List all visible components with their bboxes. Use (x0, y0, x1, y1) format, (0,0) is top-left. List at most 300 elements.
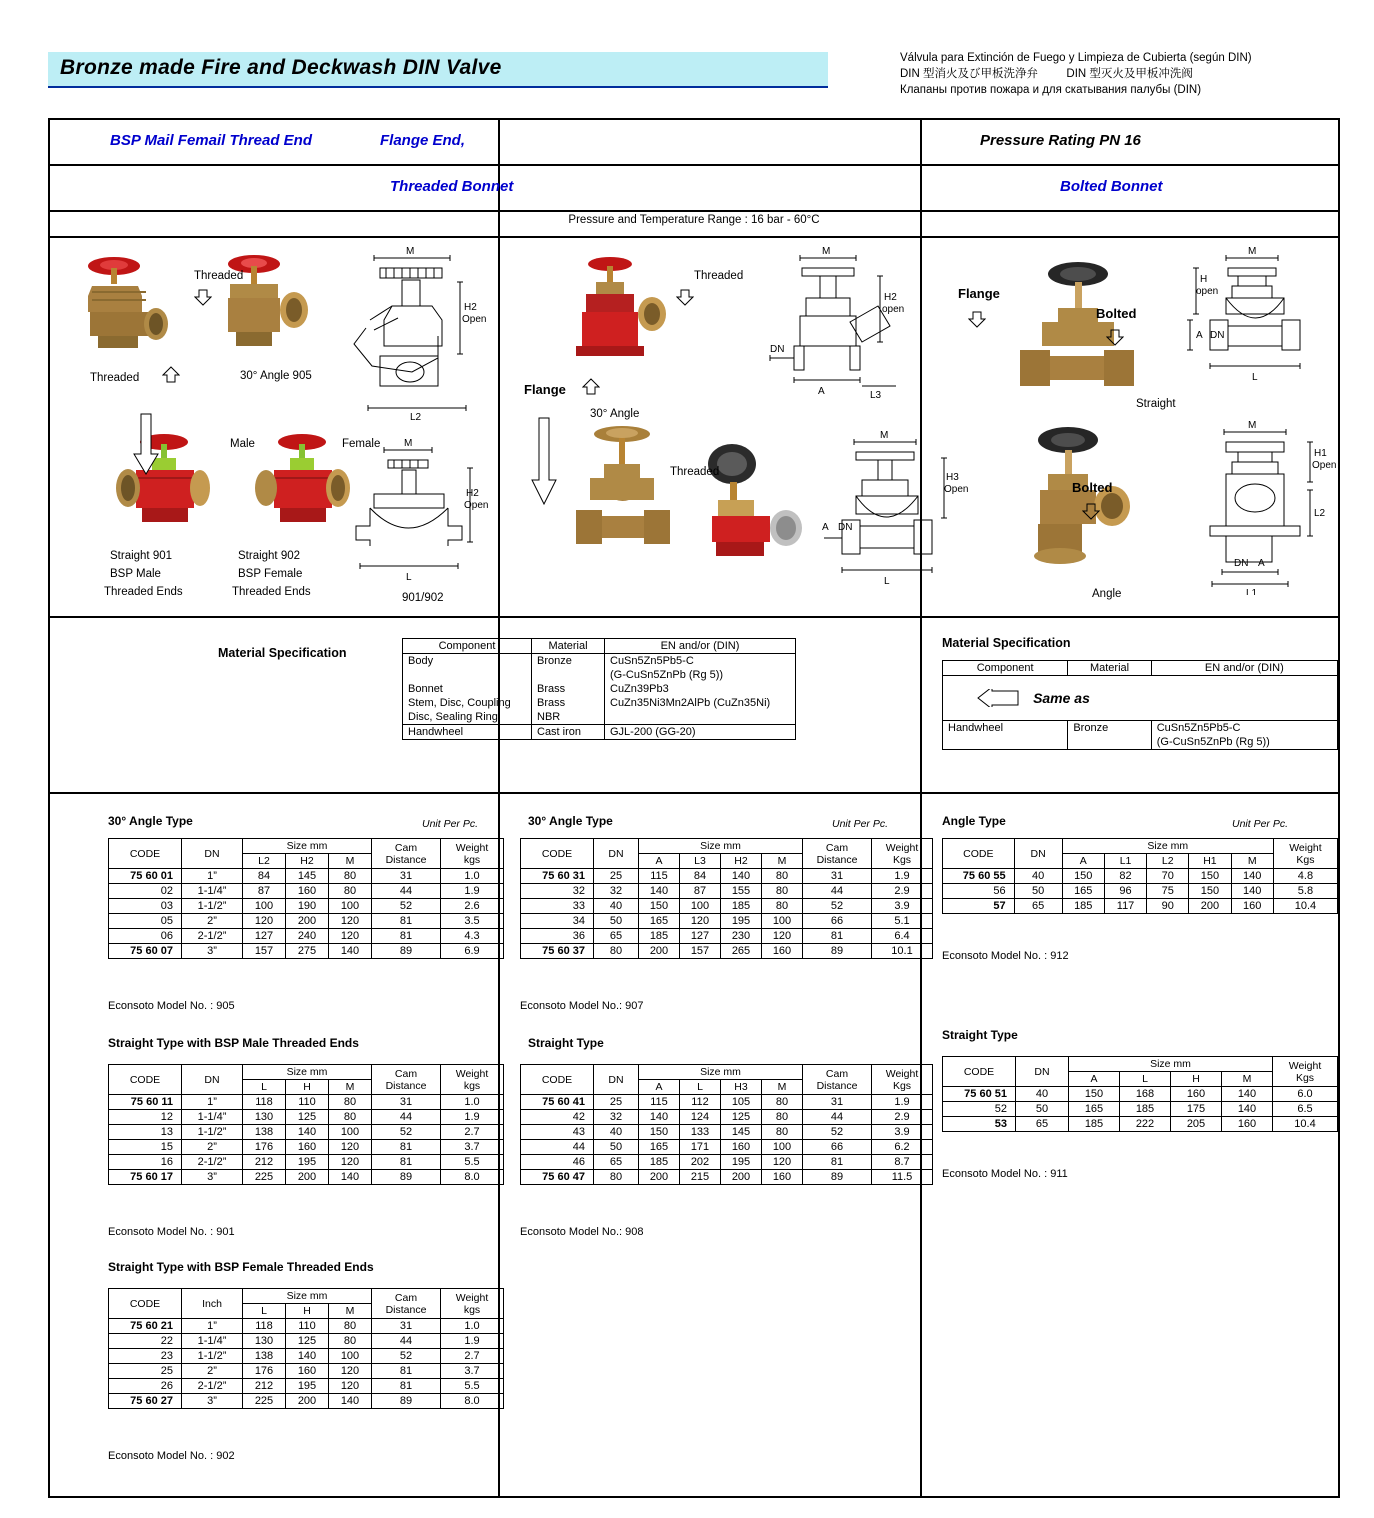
t4-r4-w: 6.4 (872, 929, 933, 944)
table-3-model: Econsoto Model No. : 902 (108, 1450, 235, 1462)
t4-r4-code: 36 (521, 929, 594, 944)
t7-h-a: A (1069, 1072, 1120, 1087)
t3-r1-code: 22 (109, 1334, 182, 1349)
ms-r-r0c2: CuSn5Zn5Pb5-C (1151, 721, 1337, 736)
t5-r4-h3: 195 (721, 1155, 762, 1170)
t4-h-h2: H2 (721, 854, 762, 869)
t2-r3-dn: 2” (182, 1140, 243, 1155)
t1-h-code: CODE (109, 839, 182, 869)
t1-h-size: Size mm (243, 839, 372, 854)
header-russian: Клапаны против пожара и для скатывания палубы (DIN) (900, 84, 1202, 96)
t1-r3-h2: 200 (286, 914, 329, 929)
table-4-unit: Unit Per Pc. (832, 818, 889, 830)
t4-r1-m: 80 (762, 884, 803, 899)
table-row (521, 884, 933, 899)
t3-r2-inch: 1-1/2” (182, 1349, 243, 1364)
ms-l-r3c0: Stem, Disc, Coupling (403, 696, 532, 710)
svg-text:Open: Open (462, 314, 487, 325)
t1-r0-dn: 1” (182, 869, 243, 884)
t5-r2-a: 150 (639, 1125, 680, 1140)
t3-r1-l: 130 (243, 1334, 286, 1349)
pressure-temperature-range: Pressure and Temperature Range : 16 bar - 60°C (568, 214, 820, 226)
t3-r4-w: 5.5 (441, 1379, 504, 1394)
label-threaded-top: Threaded (194, 270, 244, 282)
t1-r2-m: 100 (329, 899, 372, 914)
t3-r3-w: 3.7 (441, 1364, 504, 1379)
svg-text:DN: DN (838, 522, 853, 533)
t2-r1-dn: 1-1/4” (182, 1110, 243, 1125)
t4-r0-h2: 140 (721, 869, 762, 884)
t4-r3-l3: 120 (680, 914, 721, 929)
t3-r0-m: 80 (329, 1319, 372, 1334)
svg-text:H3: H3 (946, 472, 959, 483)
t4-h-code: CODE (521, 839, 594, 869)
ms-l-r2c0: Bonnet (403, 682, 532, 696)
t4-r1-l3: 87 (680, 884, 721, 899)
t1-r4-m: 120 (329, 929, 372, 944)
t3-h-size: Size mm (243, 1289, 372, 1304)
t5-h-size: Size mm (639, 1065, 803, 1080)
arrow-left-icon (976, 689, 1020, 707)
t5-r2-m: 80 (762, 1125, 803, 1140)
t5-h-h3: H3 (721, 1080, 762, 1095)
t7-r1-code: 52 (943, 1102, 1016, 1117)
t5-r2-w: 3.9 (872, 1125, 933, 1140)
drawing-flange-angle-30 (750, 246, 910, 416)
t1-r0-w: 1.0 (441, 869, 504, 884)
t4-r4-a: 185 (639, 929, 680, 944)
t3-r5-w: 8.0 (441, 1394, 504, 1409)
t4-r0-code: 75 60 31 (521, 869, 594, 884)
t1-r2-dn: 1-1/2” (182, 899, 243, 914)
label-straight-902-2: BSP Female (238, 568, 303, 580)
photo-flange-angle-red-valve (690, 442, 820, 572)
svg-text:Open: Open (944, 484, 969, 495)
t4-r1-dn: 32 (594, 884, 639, 899)
t7-r0-l: 168 (1120, 1087, 1171, 1102)
t2-r4-h: 195 (286, 1155, 329, 1170)
t5-r3-dn: 50 (594, 1140, 639, 1155)
t5-r2-dn: 40 (594, 1125, 639, 1140)
ms-l-r4c1: NBR (532, 710, 605, 725)
arrow-down-icon-5 (1082, 502, 1100, 520)
t4-h-cam: Cam Distance (803, 839, 872, 869)
ms-r-head-material: Material (1068, 661, 1151, 676)
t2-r2-h: 140 (286, 1125, 329, 1140)
ms-l-r5c1: Cast iron (532, 725, 605, 740)
t2-r5-h: 200 (286, 1170, 329, 1185)
t5-r0-h3: 105 (721, 1095, 762, 1110)
t4-h-weight: Weight Kgs (872, 839, 933, 869)
table-2-model: Econsoto Model No. : 901 (108, 1226, 235, 1238)
t1-r5-dn: 3” (182, 944, 243, 959)
t1-r3-w: 3.5 (441, 914, 504, 929)
t2-h-l: L (243, 1080, 286, 1095)
t3-r2-l: 138 (243, 1349, 286, 1364)
t1-r2-w: 2.6 (441, 899, 504, 914)
t5-r4-cam: 81 (803, 1155, 872, 1170)
t7-r0-dn: 40 (1016, 1087, 1069, 1102)
table-row (943, 884, 1338, 899)
t4-r5-cam: 89 (803, 944, 872, 959)
t1-r1-h2: 160 (286, 884, 329, 899)
photo-threaded-angle-valve (68, 248, 188, 368)
t5-r1-l: 124 (680, 1110, 721, 1125)
t2-r4-dn: 2-1/2” (182, 1155, 243, 1170)
t1-r2-l2: 100 (243, 899, 286, 914)
t5-r5-code: 75 60 47 (521, 1170, 594, 1185)
col-head-bolted-bonnet: Bolted Bonnet (1060, 178, 1163, 195)
header-translations (900, 50, 1330, 98)
t5-h-weight: Weight Kgs (872, 1065, 933, 1095)
t2-r5-m: 140 (329, 1170, 372, 1185)
svg-text:M: M (822, 246, 831, 257)
t5-h-dn: DN (594, 1065, 639, 1095)
t4-r5-h2: 265 (721, 944, 762, 959)
t1-r3-m: 120 (329, 914, 372, 929)
t2-r2-cam: 52 (372, 1125, 441, 1140)
svg-text:DN: DN (1210, 330, 1225, 341)
table-row (521, 899, 933, 914)
ms-r-same-as-text: Same as (1033, 690, 1090, 706)
t4-h-dn: DN (594, 839, 639, 869)
t5-r1-m: 80 (762, 1110, 803, 1125)
t4-h-m: M (762, 854, 803, 869)
t1-r3-dn: 2” (182, 914, 243, 929)
t4-r2-code: 33 (521, 899, 594, 914)
arrow-up-icon-1 (162, 366, 180, 384)
t7-r2-w: 10.4 (1273, 1117, 1338, 1132)
t1-r1-l2: 87 (243, 884, 286, 899)
table-1-model: Econsoto Model No. : 905 (108, 1000, 235, 1012)
t4-r2-cam: 52 (803, 899, 872, 914)
t4-r2-m: 80 (762, 899, 803, 914)
t2-r0-code: 75 60 11 (109, 1095, 182, 1110)
t1-r0-m: 80 (329, 869, 372, 884)
t2-h-code: CODE (109, 1065, 182, 1095)
ms-r-r1c2: (G-CuSn5ZnPb (Rg 5)) (1151, 735, 1337, 750)
t7-h-size: Size mm (1069, 1057, 1273, 1072)
divider-h-col-head (50, 164, 1338, 166)
t3-r3-m: 120 (329, 1364, 372, 1379)
ms-l-r5c0: Handwheel (403, 725, 532, 740)
ms-r-r0c0: Handwheel (943, 721, 1068, 736)
t4-r5-l3: 157 (680, 944, 721, 959)
table-4-title: 30° Angle Type (528, 814, 613, 828)
svg-text:L1: L1 (1246, 588, 1258, 595)
t3-r5-cam: 89 (372, 1394, 441, 1409)
t2-r5-l: 225 (243, 1170, 286, 1185)
t4-r2-dn: 40 (594, 899, 639, 914)
t3-h-l: L (243, 1304, 286, 1319)
t5-r5-dn: 80 (594, 1170, 639, 1185)
divider-vertical-2 (920, 120, 922, 1496)
table-row (521, 1110, 933, 1125)
t2-r2-l: 138 (243, 1125, 286, 1140)
divider-h-material (50, 792, 1338, 794)
arrow-down-icon-4 (1106, 328, 1124, 346)
table-row (109, 1319, 504, 1334)
t1-h-cam: Cam Distance (372, 839, 441, 869)
t2-r3-l: 176 (243, 1140, 286, 1155)
t4-r1-code: 32 (521, 884, 594, 899)
drawing-flange-straight (820, 430, 970, 600)
t4-r0-a: 115 (639, 869, 680, 884)
table-row (109, 884, 504, 899)
t3-r3-l: 176 (243, 1364, 286, 1379)
t1-h-weight: Weight kgs (441, 839, 504, 869)
t3-h-h: H (286, 1304, 329, 1319)
svg-text:H: H (1200, 274, 1208, 285)
t1-r4-w: 4.3 (441, 929, 504, 944)
svg-text:H2: H2 (464, 302, 477, 313)
header-japanese: DIN 型消火及び甲板洗浄弁 (900, 68, 1038, 80)
t6-r2-a: 185 (1062, 899, 1104, 914)
t3-r5-inch: 3” (182, 1394, 243, 1409)
t3-r1-h: 125 (286, 1334, 329, 1349)
t3-r3-h: 160 (286, 1364, 329, 1379)
t7-r2-a: 185 (1069, 1117, 1120, 1132)
svg-text:A: A (822, 522, 829, 533)
t2-r3-m: 120 (329, 1140, 372, 1155)
t2-r5-code: 75 60 17 (109, 1170, 182, 1185)
table-row (109, 1394, 504, 1409)
t1-r5-code: 75 60 07 (109, 944, 182, 959)
table-5-model: Econsoto Model No.: 908 (520, 1226, 644, 1238)
svg-text:Open: Open (464, 500, 489, 511)
t3-r1-cam: 44 (372, 1334, 441, 1349)
t2-r0-m: 80 (329, 1095, 372, 1110)
t5-r4-a: 185 (639, 1155, 680, 1170)
t1-r4-dn: 2-1/2” (182, 929, 243, 944)
t2-h-m: M (329, 1080, 372, 1095)
ms-r-r1c1 (1068, 735, 1151, 750)
t2-r0-h: 110 (286, 1095, 329, 1110)
table-row (521, 944, 933, 959)
svg-text:M: M (1248, 246, 1257, 257)
t4-r3-cam: 66 (803, 914, 872, 929)
ms-l-r2c2: CuZn39Pb3 (605, 682, 796, 696)
label-drawing-901-902: 901/902 (402, 592, 444, 604)
t5-r0-w: 1.9 (872, 1095, 933, 1110)
t5-r1-code: 42 (521, 1110, 594, 1125)
t2-r5-cam: 89 (372, 1170, 441, 1185)
t4-r4-l3: 127 (680, 929, 721, 944)
table-row (521, 1140, 933, 1155)
t7-r0-m: 140 (1222, 1087, 1273, 1102)
svg-text:L: L (1252, 372, 1258, 383)
t6-h-l2: L2 (1147, 854, 1189, 869)
t7-r2-m: 160 (1222, 1117, 1273, 1132)
t5-r3-w: 6.2 (872, 1140, 933, 1155)
table-7-model: Econsoto Model No. : 911 (942, 1168, 1068, 1180)
t6-r0-dn: 40 (1014, 869, 1062, 884)
table-6-unit: Unit Per Pc. (1232, 818, 1289, 830)
ms-r-r1c0 (943, 735, 1068, 750)
t6-r2-dn: 65 (1014, 899, 1062, 914)
t1-r4-l2: 127 (243, 929, 286, 944)
col-head-right: Pressure Rating PN 16 (980, 132, 1141, 149)
t4-r3-m: 100 (762, 914, 803, 929)
t5-r1-a: 140 (639, 1110, 680, 1125)
t2-r1-code: 12 (109, 1110, 182, 1125)
t5-r4-dn: 65 (594, 1155, 639, 1170)
material-spec-left-title: Material Specification (218, 646, 347, 660)
svg-text:A: A (1196, 330, 1203, 341)
table-row (943, 1117, 1338, 1132)
t6-r2-code: 57 (943, 899, 1015, 914)
t5-r1-h3: 125 (721, 1110, 762, 1125)
t7-r1-h: 175 (1171, 1102, 1222, 1117)
table-row (109, 1334, 504, 1349)
t4-r0-cam: 31 (803, 869, 872, 884)
ms-l-r3c2: CuZn35Ni3Mn2AlPb (CuZn35Ni) (605, 696, 796, 710)
t5-r5-h3: 200 (721, 1170, 762, 1185)
label-angle-30-mid: 30° Angle (590, 408, 640, 420)
label-female: Female (342, 438, 381, 450)
ms-l-r0c2: CuSn5Zn5Pb5-C (605, 654, 796, 669)
table-row (521, 1095, 933, 1110)
t7-r0-code: 75 60 51 (943, 1087, 1016, 1102)
table-row (109, 1379, 504, 1394)
t4-r2-l3: 100 (680, 899, 721, 914)
svg-text:H2: H2 (884, 292, 897, 303)
t3-r2-w: 2.7 (441, 1349, 504, 1364)
ms-r-head-component: Component (943, 661, 1068, 676)
label-threaded-mid-2: Threaded (670, 466, 720, 478)
t6-h-size: Size mm (1062, 839, 1273, 854)
t3-r1-m: 80 (329, 1334, 372, 1349)
table-row (943, 899, 1338, 914)
t1-r2-code: 03 (109, 899, 182, 914)
photo-flange-angle-valve (560, 252, 690, 372)
t5-r3-cam: 66 (803, 1140, 872, 1155)
table-row (109, 914, 504, 929)
t2-r2-w: 2.7 (441, 1125, 504, 1140)
table-1 (108, 838, 504, 959)
t7-r2-l: 222 (1120, 1117, 1171, 1132)
t1-h-dn: DN (182, 839, 243, 869)
t4-h-l3: L3 (680, 854, 721, 869)
t7-r0-a: 150 (1069, 1087, 1120, 1102)
label-bolted-1: Bolted (1096, 306, 1137, 321)
t7-h-dn: DN (1016, 1057, 1069, 1087)
arrow-up-icon-2 (582, 378, 600, 396)
ms-l-r5c2: GJL-200 (GG-20) (605, 725, 796, 740)
svg-text:H1: H1 (1314, 448, 1327, 459)
t2-r1-h: 125 (286, 1110, 329, 1125)
ms-r-r0c1: Bronze (1068, 721, 1151, 736)
t4-r4-m: 120 (762, 929, 803, 944)
svg-text:DN: DN (1234, 558, 1249, 569)
t4-r3-w: 5.1 (872, 914, 933, 929)
arrow-big-down-icon (132, 412, 160, 476)
t5-h-code: CODE (521, 1065, 594, 1095)
table-row (943, 869, 1338, 884)
svg-text:M: M (1248, 420, 1257, 431)
t2-r2-code: 13 (109, 1125, 182, 1140)
label-angle-905: 30° Angle 905 (240, 370, 312, 382)
t6-r0-w: 4.8 (1273, 869, 1337, 884)
t5-r4-code: 46 (521, 1155, 594, 1170)
t1-r2-cam: 52 (372, 899, 441, 914)
t2-r5-dn: 3” (182, 1170, 243, 1185)
t1-r4-h2: 240 (286, 929, 329, 944)
t5-h-l: L (680, 1080, 721, 1095)
photo-bolted-straight-valve (1000, 254, 1160, 394)
table-2-title: Straight Type with BSP Male Threaded Ends (108, 1036, 359, 1050)
table-6 (942, 838, 1338, 914)
t2-r4-l: 212 (243, 1155, 286, 1170)
t5-r3-code: 44 (521, 1140, 594, 1155)
t5-r5-w: 11.5 (872, 1170, 933, 1185)
table-row (943, 1087, 1338, 1102)
table-2 (108, 1064, 504, 1185)
photo-flange-straight-valve (560, 420, 700, 560)
col-head-threaded-bonnet: Threaded Bonnet (390, 178, 514, 195)
label-straight-right: Straight (1136, 398, 1176, 410)
label-straight-901-2: BSP Male (110, 568, 161, 580)
t3-r1-w: 1.9 (441, 1334, 504, 1349)
t6-h-weight: Weight Kgs (1273, 839, 1337, 869)
arrow-down-icon-1 (194, 288, 212, 306)
t7-r2-dn: 65 (1016, 1117, 1069, 1132)
t2-r0-dn: 1” (182, 1095, 243, 1110)
svg-text:A: A (1258, 558, 1265, 569)
t5-r4-w: 8.7 (872, 1155, 933, 1170)
t2-r3-cam: 81 (372, 1140, 441, 1155)
table-row (521, 1125, 933, 1140)
t2-r5-w: 8.0 (441, 1170, 504, 1185)
t5-r1-cam: 44 (803, 1110, 872, 1125)
svg-text:L2: L2 (410, 412, 422, 423)
t5-r3-a: 165 (639, 1140, 680, 1155)
table-row (109, 899, 504, 914)
t7-r1-dn: 50 (1016, 1102, 1069, 1117)
table-row (109, 1110, 504, 1125)
t5-r5-a: 200 (639, 1170, 680, 1185)
t2-r3-h: 160 (286, 1140, 329, 1155)
svg-text:M: M (880, 430, 889, 441)
t6-r0-h1: 150 (1189, 869, 1231, 884)
table-6-model: Econsoto Model No. : 912 (942, 950, 1069, 962)
t3-r2-cam: 52 (372, 1349, 441, 1364)
table-row (109, 1140, 504, 1155)
t6-h-h1: H1 (1189, 854, 1231, 869)
t5-r3-m: 100 (762, 1140, 803, 1155)
t3-h-cam: Cam Distance (372, 1289, 441, 1319)
ms-l-head-en: EN and/or (DIN) (605, 639, 796, 654)
t6-r0-m: 140 (1231, 869, 1273, 884)
table-5 (520, 1064, 933, 1185)
t3-r4-inch: 2-1/2” (182, 1379, 243, 1394)
t3-h-inch: Inch (182, 1289, 243, 1319)
t1-r3-l2: 120 (243, 914, 286, 929)
t5-r0-dn: 25 (594, 1095, 639, 1110)
t5-r3-h3: 160 (721, 1140, 762, 1155)
t6-r2-m: 160 (1231, 899, 1273, 914)
t1-r1-code: 02 (109, 884, 182, 899)
t2-r0-w: 1.0 (441, 1095, 504, 1110)
svg-text:DN: DN (770, 344, 785, 355)
ms-l-r4c0: Disc, Sealing Ring (403, 710, 532, 725)
t1-r1-dn: 1-1/4” (182, 884, 243, 899)
t6-h-l1: L1 (1104, 854, 1146, 869)
t7-r0-w: 6.0 (1273, 1087, 1338, 1102)
table-row (521, 929, 933, 944)
t6-h-dn: DN (1014, 839, 1062, 869)
t3-r1-inch: 1-1/4” (182, 1334, 243, 1349)
